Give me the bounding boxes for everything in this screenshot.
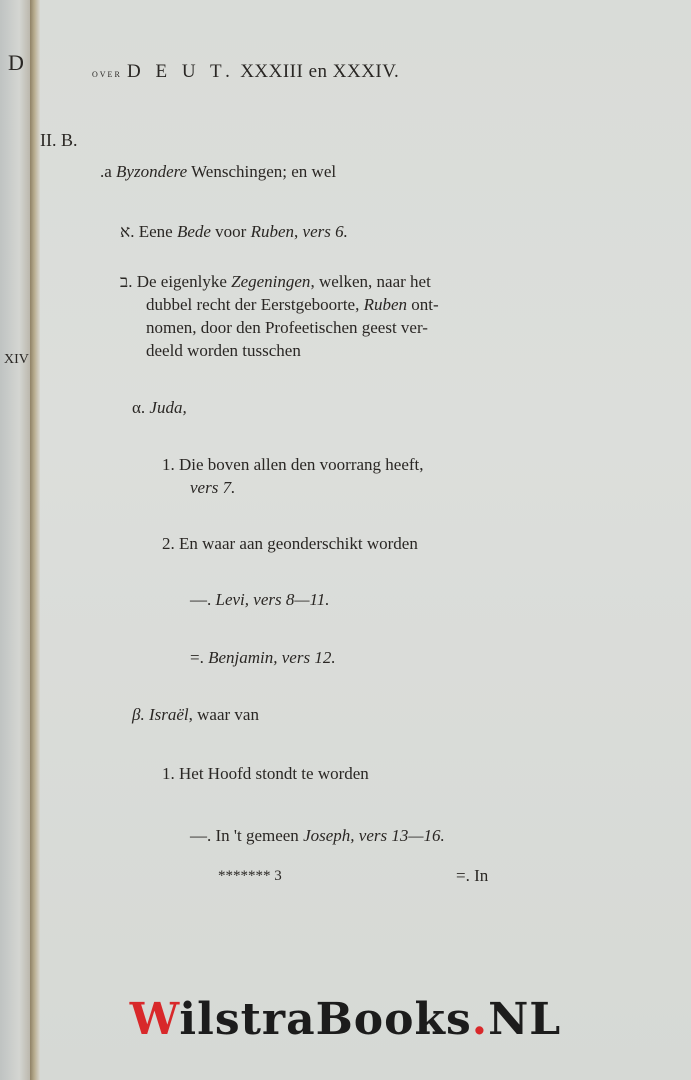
watermark-dot: .: [471, 994, 489, 1045]
marker-beta: β.: [132, 705, 145, 724]
line-a: [100, 162, 336, 182]
text-benjamin-vers: , vers 12.: [273, 648, 336, 667]
line-alpha: [132, 398, 187, 418]
text-ruben: Ruben: [250, 222, 295, 241]
marker-a: .a: [100, 162, 112, 181]
marker-aleph: א.: [120, 222, 135, 241]
line-beth-1: [120, 272, 431, 292]
text-ruben-2: Ruben: [363, 295, 408, 314]
line-levi: [190, 590, 329, 610]
text-welken: , welken, naar het: [310, 272, 431, 291]
header-prefix: over: [92, 68, 122, 80]
section-label: II. B.: [40, 130, 78, 150]
signature-mark: ******* 3: [218, 868, 282, 884]
text-comma: ,: [294, 222, 299, 241]
line-beth-2: [146, 295, 439, 315]
previous-page-strip: [0, 0, 32, 1080]
strip-side-glyph: XIV: [4, 352, 29, 367]
line-joseph: [190, 826, 445, 846]
text-wenschingen: Wenschingen; en wel: [191, 162, 337, 181]
watermark-tld: NL: [488, 994, 562, 1045]
marker-dash: —.: [190, 590, 212, 609]
text-vers-7: vers 7.: [190, 478, 236, 497]
strip-top-glyph: D: [8, 50, 24, 75]
line-juda-1-vers: [190, 478, 235, 498]
line-aleph: [120, 222, 348, 242]
text-levi: Levi: [215, 590, 245, 609]
text-de-eigenlyke: De eigenlyke: [136, 272, 227, 291]
text-juda: Juda,: [149, 398, 187, 417]
text-vers-6: vers 6.: [302, 222, 348, 241]
text-levi-vers: , vers 8—11.: [244, 590, 330, 609]
text-dubbel-recht: dubbel recht der Eerstgeboorte,: [146, 295, 360, 314]
catchword: =. In: [456, 866, 489, 885]
text-byzondere: Byzondere: [116, 162, 188, 181]
header-book: D E U T.: [127, 61, 235, 82]
marker-alpha: α.: [132, 398, 146, 417]
watermark-middle: ilstraBooks: [179, 994, 472, 1045]
text-joseph: Joseph: [303, 826, 351, 845]
text-eene: Eene: [138, 222, 173, 241]
line-hoofd: 1. Het Hoofd stondt te worden: [162, 764, 369, 783]
text-waar-van: , waar van: [188, 705, 259, 724]
watermark-w: W: [129, 994, 180, 1045]
book-page: [40, 0, 691, 1080]
wilstrabooks-watermark: [0, 994, 691, 1045]
line-beta: [132, 705, 259, 725]
header-chapters: XXXIII en XXXIV.: [240, 61, 400, 82]
text-ont: ont-: [411, 295, 439, 314]
line-juda-2: 2. En waar aan geonderschikt worden: [162, 534, 418, 553]
text-in-t-gemeen: —. In 't gemeen: [190, 826, 299, 845]
text-joseph-vers: , vers 13—16.: [350, 826, 445, 845]
text-benjamin: Benjamin: [208, 648, 274, 667]
text-bede: Bede: [176, 222, 211, 241]
text-israel: Israël: [148, 705, 189, 724]
line-beth-4: deeld worden tusschen: [146, 341, 301, 360]
text-voor: voor: [215, 222, 247, 241]
running-header: [92, 62, 399, 84]
marker-double-dash: =.: [190, 648, 204, 667]
line-benjamin: [190, 648, 336, 668]
text-zegeningen: Zegeningen: [231, 272, 311, 291]
book-gutter: [30, 0, 40, 1080]
marker-beth: ב.: [120, 272, 133, 291]
line-juda-1: 1. Die boven allen den voorrang heeft,: [162, 455, 424, 474]
line-beth-3: nomen, door den Profeetischen geest ver-: [146, 318, 428, 337]
